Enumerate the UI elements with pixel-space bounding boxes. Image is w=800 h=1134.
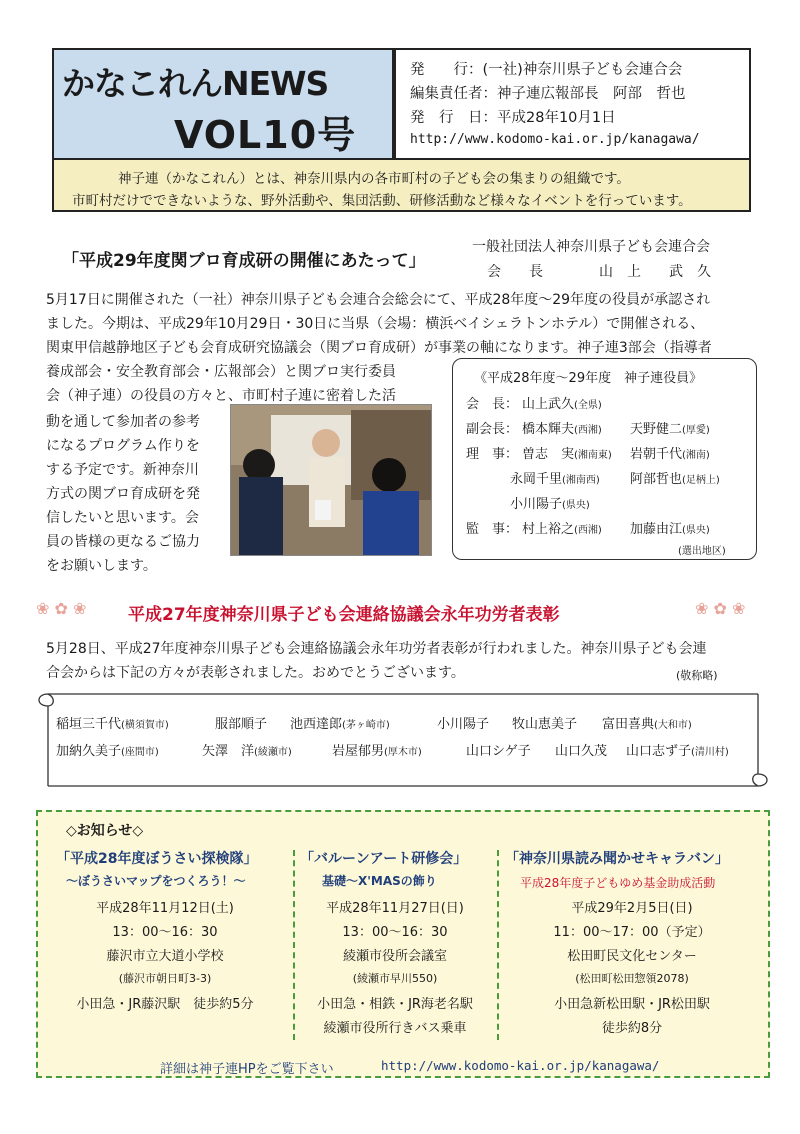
officer-name: 阿部哲也(足柄上)	[630, 472, 720, 487]
officer-name: 橋本輝夫(西湘)	[522, 422, 602, 437]
officers-note: (選出地区)	[678, 546, 726, 557]
event2-date: 平成28年11月27日(日)	[326, 901, 464, 916]
article1-line: になるプログラム作りを	[46, 438, 200, 454]
editor-line: 編集責任者：神子連広報部長 阿部 哲也	[410, 86, 686, 102]
event2-subtitle: 基礎〜X'MASの飾り	[322, 874, 437, 888]
article1-line: する予定です。新神奈川	[46, 462, 199, 478]
officer-name: 天野健二(厚愛)	[630, 422, 710, 437]
officer-name: 曽志 実(湘南東)	[522, 447, 612, 462]
officers-title: 《平成28年度〜29年度 神子連役員》	[474, 371, 703, 386]
officer-label: 副会長：	[466, 422, 519, 437]
notice-divider	[293, 850, 295, 1040]
article1-org: 一般社団法人神奈川県子ども会連合会	[472, 239, 710, 255]
article1-line: 5月17日に開催された（一社）神奈川県子ども会連合会総会にて、平成28年度〜29年度の役員が承認され	[46, 292, 711, 308]
event1-title: 「平成28年度ぼうさい探検隊」	[56, 851, 258, 867]
honoree: 矢澤 洋(綾瀬市)	[202, 744, 292, 759]
intro-line-1: 神子連（かなこれん）とは、神奈川県内の各市町村の子ども会の集まりの組織です。	[118, 171, 630, 187]
officer-label: 監 事：	[466, 522, 519, 537]
flower-ornament-icon: ❀ ✿ ❀	[36, 599, 87, 618]
article2-line: 5月28日、平成27年度神奈川県子ども会連絡協議会永年功労者表彰が行われました。神奈川県子ども会連	[46, 641, 707, 657]
volume-number: VOL10号	[174, 113, 357, 157]
officer-label: 理 事：	[466, 447, 519, 462]
honoree: 服部順子	[215, 717, 268, 732]
article1-line: 信したいと思います。会	[46, 510, 199, 526]
event2-title: 「バルーンアート研修会」	[300, 851, 468, 867]
honoree: 山口志ず子(清川村)	[626, 744, 729, 759]
event1-time: 13：00〜16：30	[112, 925, 218, 940]
officer-name: 山上武久(全県)	[522, 397, 602, 412]
footer-detail: 詳細は神子連HPをご覧下さい	[160, 1062, 334, 1077]
article1-author: 会 長 山 上 武 久	[487, 264, 711, 280]
officer-name: 永岡千里(湘南西)	[510, 472, 600, 487]
event3-title: 「神奈川県読み聞かせキャラバン」	[505, 851, 729, 867]
header-url[interactable]: http://www.kodomo-kai.or.jp/kanagawa/	[410, 132, 700, 147]
honoree: 岩屋郁男(厚木市)	[332, 744, 422, 759]
issue-date-line: 発 行 日：平成28年10月1日	[410, 110, 616, 126]
event1-date: 平成28年11月12日(土)	[96, 901, 234, 916]
notice-heading: ◇お知らせ◇	[66, 823, 144, 839]
event1-access: 小田急・JR藤沢駅 徒歩約5分	[76, 997, 254, 1012]
honoree: 加納久美子(座間市)	[56, 744, 159, 759]
article2-line: 合会からは下記の方々が表彰されました。おめでとうございます。	[46, 665, 465, 681]
article1-line: 関東甲信越静地区子ども会育成研究協議会（関ブロ育成研）が事業の軸になります。神子連3部会（指導者	[46, 340, 712, 356]
event1-subtitle: 〜ぼうさいマップをつくろう！〜	[66, 874, 246, 888]
event2-access: 綾瀬市役所行きバス乗車	[323, 1021, 467, 1036]
event3-subtitle: 平成28年度子どもゆめ基金助成活動	[520, 876, 716, 890]
event2-address: (綾瀬市早川550)	[352, 972, 438, 985]
officer-name: 岩朝千代(湘南)	[630, 447, 710, 462]
honoree: 山口シゲ子	[466, 744, 531, 759]
article1-line: 方式の関ブロ育成研を発	[46, 486, 200, 502]
article1-line: 養成部会・安全教育部会・広報部会）と関ブロ実行委員	[46, 364, 396, 380]
officer-label: 会 長：	[466, 397, 519, 412]
event3-address: (松田町松田惣領2078)	[575, 972, 689, 985]
officer-name: 小川陽子(県央)	[510, 497, 590, 512]
honoree: 池西達郎(茅ヶ崎市)	[290, 717, 390, 732]
event3-venue: 松田町民文化センター	[567, 949, 697, 964]
event3-date: 平成29年2月5日(日)	[571, 901, 693, 916]
footer-url[interactable]: http://www.kodomo-kai.or.jp/kanagawa/	[381, 1058, 660, 1073]
article1-line: をお願いします。	[46, 558, 157, 574]
notice-divider	[497, 850, 499, 1040]
article1-line: 員の皆様の更なるご協力	[46, 534, 200, 550]
article1-line: 動を通して参加者の参考	[46, 414, 200, 430]
honorific-note: (敬称略)	[676, 669, 718, 682]
flower-ornament-icon: ❀ ✿ ❀	[695, 599, 746, 618]
officer-name: 村上裕之(西湘)	[522, 522, 602, 537]
publisher-line: 発 行：(一社)神奈川県子ども会連合会	[410, 62, 683, 78]
event2-venue: 綾瀬市役所会議室	[342, 949, 447, 964]
article2-title: 平成27年度神奈川県子ども会連絡協議会永年功労者表彰	[128, 605, 560, 625]
event3-access: 小田急新松田駅・JR松田駅	[554, 997, 710, 1012]
article1-line: 会（神子連）の役員の方々と、市町村子連に密着した活	[46, 388, 396, 404]
honoree: 稲垣三千代(横須賀市)	[56, 717, 169, 732]
honoree: 小川陽子	[437, 717, 490, 732]
event2-access: 小田急・相鉄・JR海老名駅	[317, 997, 473, 1012]
article1-line: ました。今期は、平成29年10月29日・30日に当県（会場：横浜ベイシェラトンホテル）で開催される、	[46, 316, 705, 332]
event1-venue: 藤沢市立大道小学校	[106, 949, 224, 964]
intro-line-2: 市町村だけでできないような、野外活動や、集団活動、研修活動など様々なイベントを行っています。	[72, 193, 692, 209]
event2-time: 13：00〜16：30	[342, 925, 448, 940]
event3-access: 徒歩約8分	[601, 1021, 663, 1036]
honoree: 山口久茂	[555, 744, 608, 759]
honoree: 富田喜典(大和市)	[602, 717, 692, 732]
article1-title: 「平成29年度関ブロ育成研の開催にあたって」	[62, 251, 426, 271]
honoree: 牧山恵美子	[512, 717, 578, 732]
newsletter-title: かなこれんNEWS	[62, 64, 329, 103]
event1-address: (藤沢市朝日町3-3)	[118, 972, 212, 985]
officer-name: 加藤由江(県央)	[630, 522, 710, 537]
meeting-photo	[230, 404, 432, 556]
event3-time: 11：00〜17：00（予定）	[553, 925, 711, 940]
